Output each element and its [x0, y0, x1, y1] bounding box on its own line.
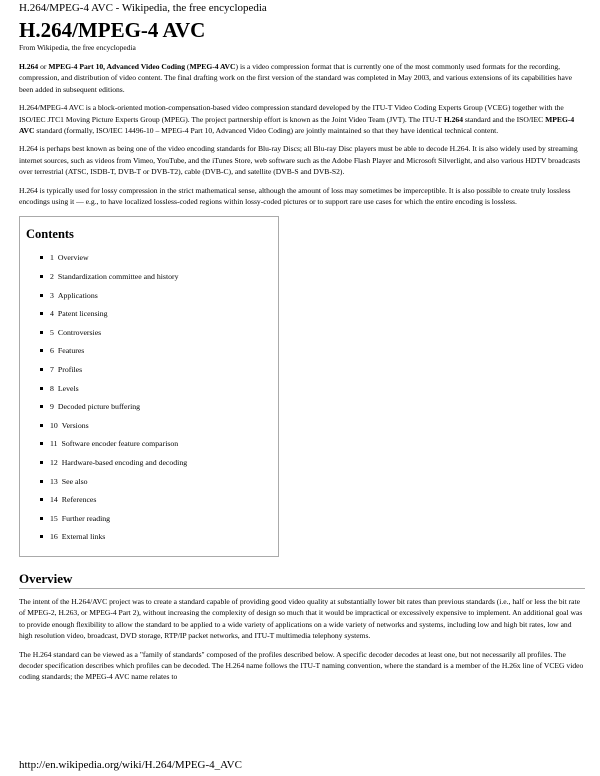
toc-item-label: Overview: [57, 253, 89, 263]
text-run: ) is a video compression format that is currently one of the most commonly used formats for the recording, compression, and distribution of video content. The final drafting work on the first version of the standard was completed in May 2003, and various extensions of its capabilities have been added in subsequent editions.: [19, 62, 573, 94]
intro-section: [19, 61, 585, 207]
text-run: (: [185, 62, 190, 71]
bold-term: MPEG-4 Part 10, Advanced Video Coding: [48, 62, 186, 71]
text-run: standard (formally, ISO/IEC 14496-10 – MPEG-4 Part 10, Advanced Video Coding) are jointly maintained so that they have identical technical content.: [34, 126, 499, 136]
toc-item[interactable]: [40, 383, 274, 402]
overview-section: [19, 596, 585, 683]
overview-paragraph: The intent of the H.264/AVC project was to create a standard capable of providing good video quality at substantially lower bit rates than previous standards (i.e., half or less the bit rate of MPEG-2, H.263, or MPEG-4 Part 2), without increasing the complexity of design so much that it would be impractical or excessively expensive to implement. An additional goal was to provide enough flexibility to allow the standard to be applied to a wide variety of applications on a wide variety of networks and systems, including low and high bit rates, low and high resolution video, broadcast, DVD storage, RTP/IP packet networks, and ITU-T multimedia telephony systems.: [19, 596, 583, 641]
toc-item-number: 6: [50, 346, 54, 356]
bold-term: H.264: [443, 114, 464, 124]
section-heading-overview: Overview: [19, 571, 585, 589]
text-run: H.264/MPEG-4 AVC is a block-oriented motion-compensation-based video compression standard developed by the ITU-T Video Coding Experts Group (VCEG) together with the ISO/IEC JTC1 Moving Picture Experts Group (MPEG). The project partnership effort is known as the Joint Video Team (JVT). The ITU-T: [19, 103, 564, 124]
bold-term: MPEG-4 AVC: [19, 114, 575, 136]
toc-item-number: 7: [50, 365, 54, 375]
print-header: H.264/MPEG-4 AVC - Wikipedia, the free encyclopedia: [19, 2, 267, 14]
toc-item-number: 2: [50, 272, 54, 282]
toc-item[interactable]: [40, 438, 274, 457]
toc-item-label: Hardware-based encoding and decoding: [61, 458, 188, 467]
toc-item[interactable]: [40, 513, 274, 532]
bold-term: MPEG-4 AVC: [189, 62, 236, 71]
text-run: or: [38, 62, 49, 71]
toc-item[interactable]: [40, 290, 274, 309]
toc-item-label: Patent licensing: [57, 309, 108, 319]
intro-paragraph: [19, 143, 585, 177]
toc-item-label: Levels: [57, 383, 79, 393]
toc-item-number: 4: [50, 309, 54, 319]
toc-item-number: 9: [50, 402, 54, 412]
toc-item[interactable]: [40, 308, 274, 327]
toc-item[interactable]: [40, 476, 274, 495]
toc-item-label: External links: [61, 532, 106, 542]
toc-item[interactable]: [40, 494, 274, 513]
toc-item-number: 16: [50, 532, 58, 542]
bold-term: H.264: [19, 62, 39, 71]
toc-item-label: Further reading: [61, 513, 111, 523]
toc-item-number: 13: [50, 476, 58, 486]
toc-item-number: 12: [50, 458, 58, 467]
page-subtitle: From Wikipedia, the free encyclopedia: [19, 43, 136, 52]
toc-item-label: Features: [57, 346, 85, 356]
toc-item[interactable]: [40, 345, 274, 364]
toc-item-label: Decoded picture buffering: [57, 402, 141, 412]
toc-item[interactable]: [40, 364, 274, 383]
toc-item-number: 15: [50, 513, 58, 523]
toc-item-number: 11: [50, 439, 58, 449]
toc-item-label: Controversies: [57, 327, 102, 337]
toc-item-number: 14: [50, 495, 58, 505]
text-run: H.264 is perhaps best known as being one of the video encoding standards for Blu-ray Discs; all Blu-ray Disc players must be able to decode H.264. It is also widely used by streaming internet sources, such as videos from Vimeo, YouTube, and the iTunes Store, web software such as the Adobe Flash Player and Microsoft Silverlight, and also various HDTV broadcasts over terrestrial (ATSC, ISDB-T, DVB-T or DVB-T2), cable (DVB-C), and satellite (DVB-S and DVB-S2).: [19, 144, 581, 177]
toc-item-number: 8: [50, 383, 54, 393]
toc-item-number: 10: [50, 420, 58, 430]
toc-item[interactable]: [40, 327, 274, 346]
toc-item-label: Software encoder feature comparison: [61, 439, 179, 449]
toc-item-label: Profiles: [57, 365, 83, 375]
article: [19, 18, 585, 690]
toc-item-label: Standardization committee and history: [57, 272, 179, 282]
toc-item-label: See also: [61, 476, 88, 486]
intro-paragraph: [19, 102, 585, 136]
intro-paragraph: [19, 185, 585, 208]
toc-item-label: Applications: [57, 290, 98, 300]
toc-item-number: 5: [50, 327, 54, 337]
toc-item[interactable]: [40, 420, 274, 439]
table-of-contents: [19, 216, 279, 557]
toc-item-label: References: [61, 495, 97, 505]
toc-item[interactable]: [40, 252, 274, 271]
text-run: H.264 is typically used for lossy compression in the strict mathematical sense, although the amount of loss may sometimes be imperceptible. It is also possible to create truly lossless encodings using it — e.g., to have localized lossless-coded regions within lossy-coded pictures or to support rare use cases for which the entire encoding is lossless.: [19, 185, 571, 207]
intro-paragraph: [19, 61, 585, 95]
toc-title: Contents: [26, 227, 74, 242]
page-title: H.264/MPEG-4 AVC: [19, 18, 206, 42]
text-run: standard and the ISO/IEC: [463, 114, 546, 124]
overview-paragraph: The H.264 standard can be viewed as a "family of standards" composed of the profiles described below. A specific decoder decodes at least one, but not necessarily all profiles. The decoder specification describes which profiles can be decoded. The H.264 name follows the ITU-T naming convention, where the standard is a member of the H.26x line of VCEG video coding standards; the MPEG-4 AVC name relates to: [19, 649, 584, 682]
print-footer-url: http://en.wikipedia.org/wiki/H.264/MPEG-4_AVC: [19, 759, 242, 771]
toc-item-number: 1: [50, 253, 54, 263]
toc-item-number: 3: [50, 290, 54, 300]
toc-item[interactable]: [40, 457, 274, 476]
toc-item[interactable]: [40, 531, 274, 550]
toc-list: [24, 252, 274, 550]
toc-item-label: Versions: [61, 420, 89, 430]
toc-item[interactable]: [40, 271, 274, 290]
toc-item[interactable]: [40, 401, 274, 420]
